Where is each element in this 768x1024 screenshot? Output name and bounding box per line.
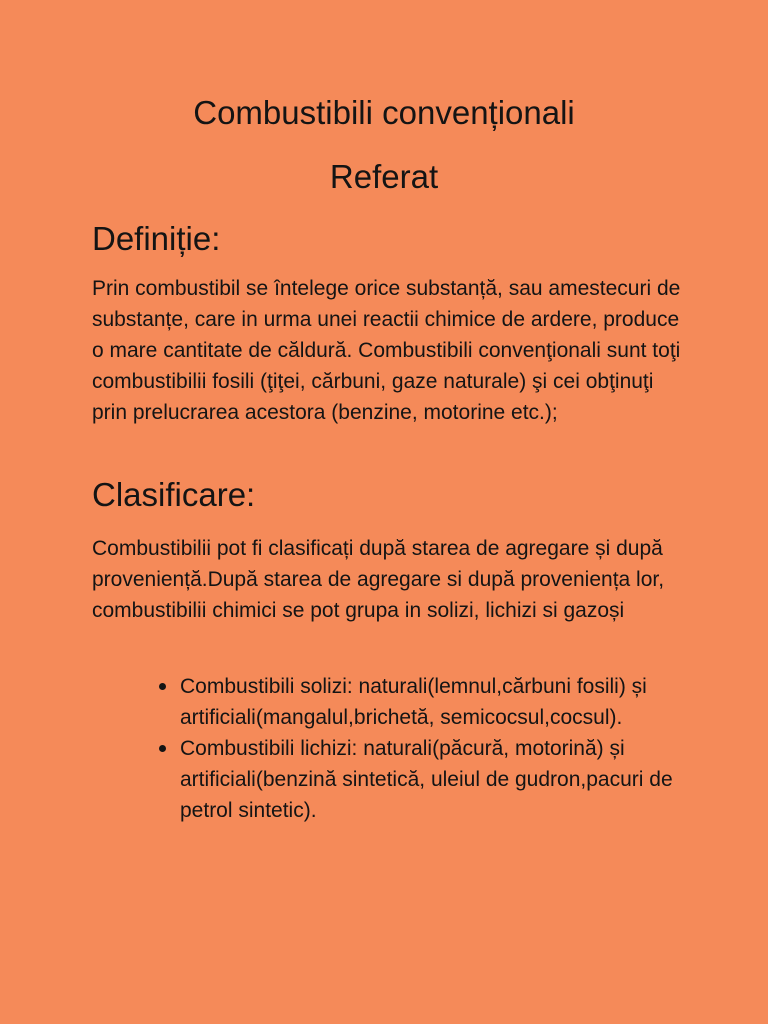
bullet-list bbox=[92, 671, 692, 826]
bullet-dot-icon bbox=[159, 745, 166, 752]
section-paragraph-clasificare: Combustibilii pot fi clasificați după starea de agregare și după proveniență.După starea de agregare si după proveniența lor, combustibilii chimici se pot grupa in solizi, lichizi si gazoși bbox=[92, 537, 665, 622]
document-subtitle: Referat bbox=[329, 158, 439, 195]
list-item bbox=[92, 671, 692, 733]
list-item-text: Combustibili lichizi: naturali(păcură, motorină) și artificiali(benzină sintetică, uleiul de gudron,pacuri de petrol sintetic). bbox=[180, 737, 673, 822]
bullet-dot-icon bbox=[159, 683, 166, 690]
list-item-text: Combustibili solizi: naturali(lemnul,cărbuni fosili) și artificiali(mangalul,brichetă, semicocsul,cocsul). bbox=[180, 675, 647, 729]
section-heading-clasificare: Clasificare: bbox=[92, 476, 256, 513]
list-item bbox=[92, 733, 692, 826]
section-heading-definitie: Definiție: bbox=[92, 220, 221, 257]
section-paragraph-definitie: Prin combustibil se întelege orice substanță, sau amestecuri de substanțe, care in urma unei reactii chimice de ardere, produce o mare cantitate de căldură. Combustibili convenţionali sunt toţi combustibilii fosili (ţiţei, cărbuni, gaze naturale) şi cei obţinuţi prin prelucrarea acestora (benzine, motorine etc.); bbox=[92, 277, 681, 424]
document-title: Combustibili convenționali bbox=[193, 94, 575, 131]
